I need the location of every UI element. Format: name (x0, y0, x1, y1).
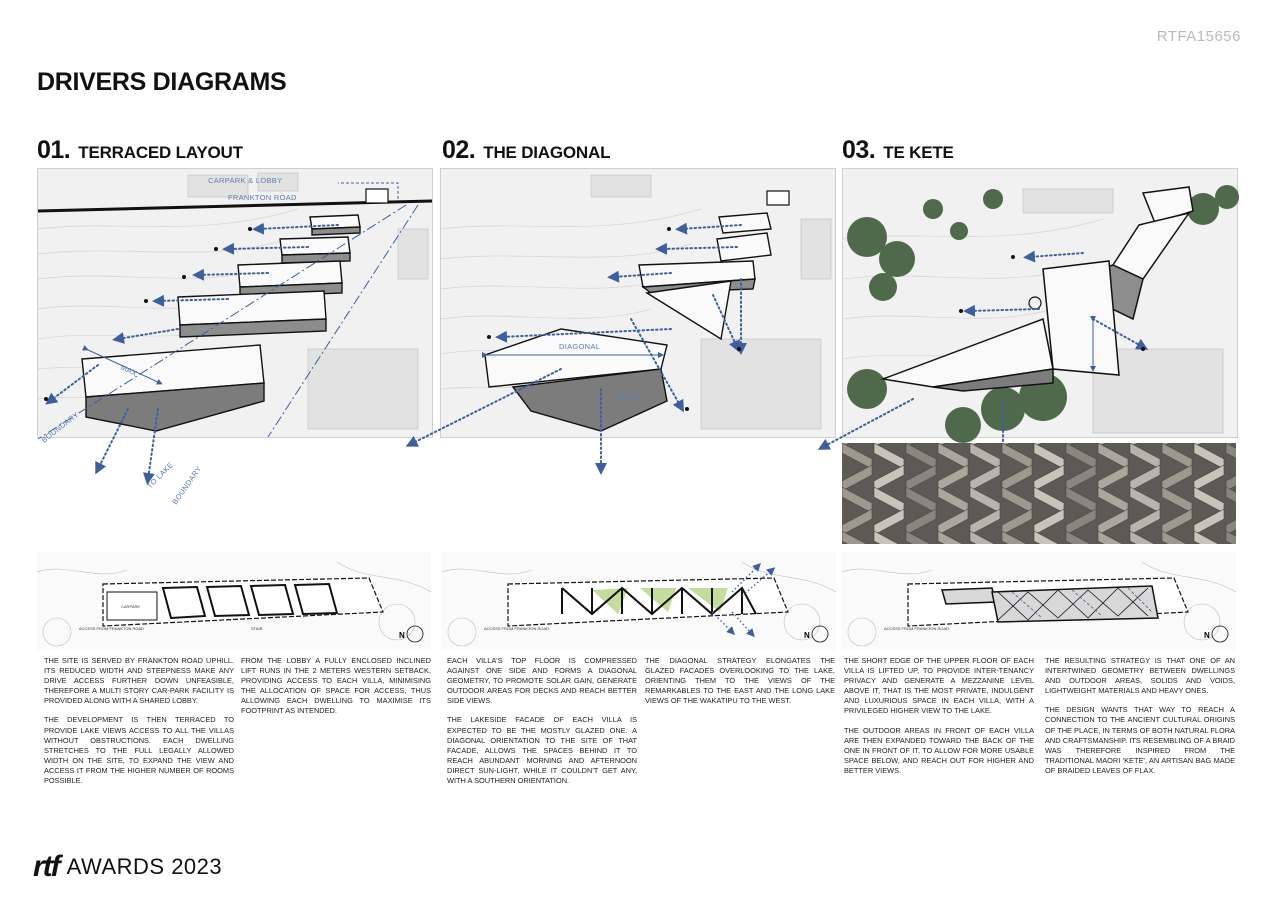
stair-label: STAIR (251, 626, 263, 631)
carpark-label: CARPARK & LOBBY (208, 176, 283, 185)
section-number: 03. (842, 136, 876, 164)
carpark-lobby-block (366, 189, 388, 203)
diagonal-diagram (440, 168, 836, 438)
eye-icon (214, 247, 218, 251)
lift-marker (1029, 297, 1041, 309)
diagonal-label: DIAGONAL (559, 342, 601, 351)
to-lake-label: TO LAKE (145, 460, 176, 491)
paragraph: THE SHORT EDGE OF THE UPPER FLOOR OF EACH VILLA IS LIFTED UP, TO PROVIDE INTER-TENANCY PRIVACY AND GENERATE A MEZZANINE LEVEL ABOVE IT, THAT IS THE MOST PRIVATE, INDULGENT AND LUXURIOUS SPACE IN EACH VILLA, WITH A PRIVILEGED HIGHER VIEW TO THE LAKE. (844, 656, 1034, 716)
paragraph: THE RESULTING STRATEGY IS THAT ONE OF AN INTERTWINED GEOMETRY BETWEEN DWELLINGS AND OUTDOOR AREAS, SOLIDS AND VOIDS, LIGHTWEIGHT MATERIALS AND HEAVY ONES. (1045, 656, 1235, 696)
section-title: TE KETE (883, 143, 954, 162)
paragraph: THE DESIGN WANTS THAT WAY TO REACH A CONNECTION TO THE ANCIENT CULTURAL ORIGINS OF THE PLACE, IN TERMS OF BOTH NATURAL FLORA AND CRAFTSMANSHIP. ITS RESEMBLING OF A BRAID WAS THEREFORE INSPIRED FROM THE TRADITIONAL MAORI 'KETE', AN ARTISAN BAG MADE OF BRAIDED LEAVES OF FLAX. (1045, 705, 1235, 775)
north-arrow-icon (407, 626, 423, 642)
eye-icon (182, 275, 186, 279)
awards-footer (33, 852, 222, 882)
entry-code: RTFA15656 (1156, 28, 1241, 45)
road-label: FRANKTON ROAD (228, 193, 297, 202)
north-label: N (399, 631, 405, 640)
carpark-plan-label: CARPARK (121, 604, 141, 609)
eye-icon (144, 299, 148, 303)
eye-icon (1141, 347, 1145, 351)
paragraph: THE LAKESIDE FACADE OF EACH VILLA IS EXPECTED TO BE THE MOSTLY GLAZED ONE. A DIAGONAL ORIENTATION TO THE SITE OF THAT FACADE, ALLOWS THE SPACES BEHIND IT TO REACH ABUNDANT MORNING AND AFTERNOON DIRECT SUN-LIGHT, WHILE IT COULDN'T GET ANY, WITH A SOUTHERN ORIENTATION. (447, 715, 637, 786)
section-3-heading (842, 136, 954, 165)
section-number: 01. (37, 136, 71, 164)
flax-weave-image (842, 443, 1236, 544)
boundary-label: BOUNDARY (39, 409, 81, 445)
paragraph: THE DIAGONAL STRATEGY ELONGATES THE GLAZED FACADES OVERLOOKING TO THE LAKE, ORIENTING THEM TO THE VIEWS OF THE REMARKABLES TO THE EAST AND THE LONG LAKE VIEWS OF THE WAKATIPU TO THE WEST. (645, 656, 835, 706)
terraced-site-plan (37, 552, 431, 650)
access-label: ACCESS FROM FRANKTON ROAD (884, 626, 950, 631)
kete-villa (1043, 261, 1119, 375)
diagonal-site-plan (442, 552, 836, 650)
north-label: N (1204, 631, 1210, 640)
kete-villa (1113, 213, 1189, 279)
eye-icon (44, 397, 48, 401)
eye-icon (248, 227, 252, 231)
terraced-layout-diagram (37, 168, 433, 507)
paragraph: THE OUTDOOR AREAS IN FRONT OF EACH VILLA ARE THEN EXPANDED TOWARD THE BACK OF THE ONE IN FRONT OF IT, TO ALLOW FOR MORE USABLE SPACE BELOW, AND REACH OUT FOR HIGHER AND BETTER VIEWS. (844, 725, 1034, 775)
section-title: TERRACED LAYOUT (78, 143, 243, 162)
eye-icon (487, 335, 491, 339)
rtf-logo: rtf (33, 850, 59, 883)
eye-icon (959, 309, 963, 313)
page-title: DRIVERS DIAGRAMS (37, 68, 287, 96)
section-2-heading (442, 136, 610, 165)
north-arrow-icon (1212, 626, 1228, 642)
te-kete-site-plan (842, 552, 1236, 650)
diagonal-villa (717, 233, 771, 261)
diagonal-villa (719, 213, 771, 233)
section-1-text-right (241, 656, 431, 726)
awards-label: AWARDS 2023 (66, 854, 223, 879)
eye-icon (685, 407, 689, 411)
eye-icon (1011, 255, 1015, 259)
terrace-villa (280, 237, 350, 255)
eye-icon (667, 227, 671, 231)
max-label: MAX (119, 362, 139, 379)
boundary-label: BOUNDARY (170, 464, 204, 507)
eye-icon (737, 347, 741, 351)
section-1-text-left (44, 656, 234, 795)
section-2-text-right (645, 656, 835, 715)
section-number: 02. (442, 136, 476, 164)
north-arrow-icon (812, 626, 828, 642)
paragraph: FROM THE LOBBY A FULLY ENCLOSED INCLINED LIFT RUNS IN THE 2 METERS WESTERN SETBACK, PROVIDING ACCESS TO EACH VILLA, MINIMISING THE ALLOCATION OF SPACE FOR ACCESS, THUS ALLOWING EACH DWELLING TO MAXIMISE ITS FOOTPRINT AS INTENDED. (241, 656, 431, 716)
section-3-text-right (1045, 656, 1235, 785)
section-3-text-left (844, 656, 1034, 785)
paragraph: THE DEVELOPMENT IS THEN TERRACED TO PROVIDE LAKE VIEWS ACCESS TO ALL THE VILLAS WITHOUT OBSTRUCTIONS. EACH DWELLING STRETCHES TO THE FULL LEGALLY ALLOWED WIDTH ON THE SITE, TO EXPAND THE VIEW AND ACCESS IT FROM THE HIGHER NUMBER OF ROOMS POSSIBLE. (44, 715, 234, 786)
access-label: ACCESS FROM FRANKTON ROAD (79, 626, 145, 631)
te-kete-diagram (842, 168, 1238, 438)
paragraph: THE SITE IS SERVED BY FRANKTON ROAD UPHILL. ITS REDUCED WIDTH AND STEEPNESS MAKE ANY DRIVE ACCESS FURTHER DOWN UNFEASIBLE, THEREFORE A MULTI STORY CAR-PARK FACILITY IS PROVIDED ALONG WITH A SHARED LOBBY. (44, 656, 234, 706)
section-1-heading (37, 136, 243, 165)
access-label: ACCESS FROM FRANKTON ROAD (484, 626, 550, 631)
paragraph: EACH VILLA'S TOP FLOOR IS COMPRESSED AGAINST ONE SIDE AND FORMS A DIAGONAL GEOMETRY, TO PROMOTE SOLAR GAIN, GENERATE OUTDOOR AREAS FOR DECKS AND REACH BETTER SIDE VIEWS. (447, 656, 637, 706)
deck-label: DECK (617, 392, 640, 401)
section-title: THE DIAGONAL (483, 143, 611, 162)
north-label: N (804, 631, 810, 640)
section-2-text-left (447, 656, 637, 795)
